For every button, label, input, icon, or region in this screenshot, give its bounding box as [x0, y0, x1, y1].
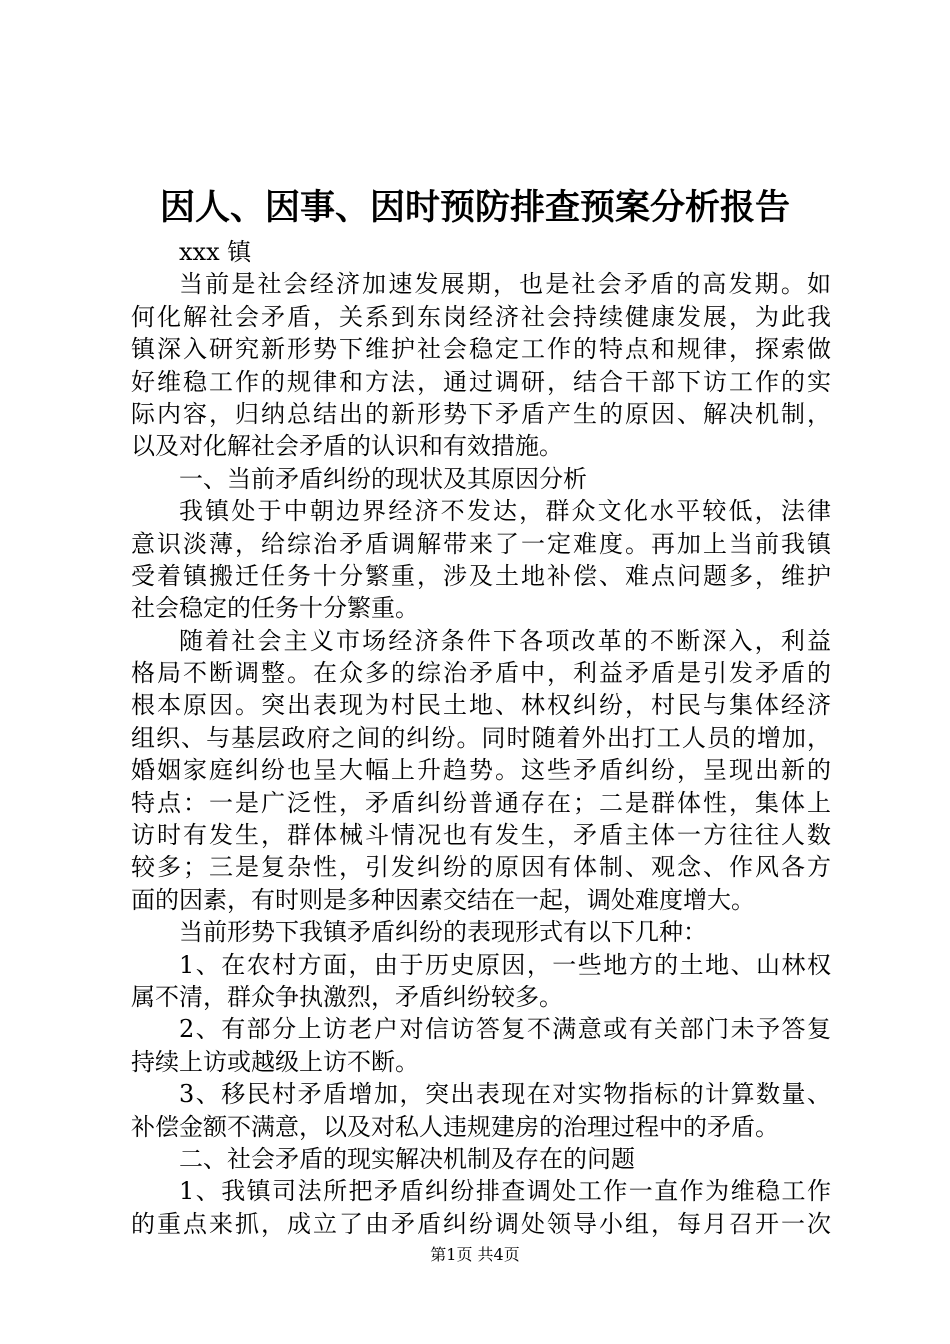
text-line: 好维稳工作的规律和方法，通过调研，结合干部下访工作的实 — [131, 367, 831, 396]
text-line: 的重点来抓，成立了由矛盾纠纷调处领导小组，每月召开一次 — [131, 1209, 831, 1238]
text-line: 1、在农村方面，由于历史原因，一些地方的土地、山林权 — [179, 950, 831, 979]
text-line: 一、当前矛盾纠纷的现状及其原因分析 — [179, 464, 587, 493]
text-line: 社会稳定的任务十分繁重。 — [131, 594, 419, 623]
text-line: 意识淡薄，给综治矛盾调解带来了一定难度。再加上当前我镇 — [131, 529, 831, 558]
text-line: 随着社会主义市场经济条件下各项改革的不断深入，利益 — [179, 626, 831, 655]
text-line: 际内容，归纳总结出的新形势下矛盾产生的原因、解决机制， — [131, 399, 831, 428]
text-line: 特点：一是广泛性，矛盾纠纷普通存在；二是群体性，集体上 — [131, 788, 831, 817]
text-line: 当前形势下我镇矛盾纠纷的表现形式有以下几种： — [179, 918, 707, 947]
text-line: 根本原因。突出表现为村民土地、林权纠纷，村民与集体经济 — [131, 691, 831, 720]
text-line: 当前是社会经济加速发展期，也是社会矛盾的高发期。如 — [179, 270, 831, 299]
text-line: 属不清，群众争执激烈，矛盾纠纷较多。 — [131, 982, 563, 1011]
text-line: 持续上访或越级上访不断。 — [131, 1047, 419, 1076]
text-line: 面的因素，有时则是多种因素交结在一起，调处难度增大。 — [131, 885, 755, 914]
text-line: 2、有部分上访老户对信访答复不满意或有关部门未予答复 — [179, 1015, 831, 1044]
page-footer: 第1页 共4页 — [430, 1245, 520, 1264]
text-line: 1、我镇司法所把矛盾纠纷排查调处工作一直作为维稳工作 — [179, 1177, 831, 1206]
text-line: 镇深入研究新形势下维护社会稳定工作的特点和规律，探索做 — [131, 335, 831, 364]
text-line: 我镇处于中朝边界经济不发达，群众文化水平较低，法律 — [179, 497, 831, 526]
text-line: 何化解社会矛盾，关系到东岗经济社会持续健康发展，为此我 — [131, 302, 831, 331]
text-line: 婚姻家庭纠纷也呈大幅上升趋势。这些矛盾纠纷，呈现出新的 — [131, 756, 831, 785]
text-line: 受着镇搬迁任务十分繁重，涉及土地补偿、难点问题多，维护 — [131, 561, 831, 590]
text-line: 格局不断调整。在众多的综治矛盾中，利益矛盾是引发矛盾的 — [131, 659, 831, 688]
text-line: 补偿金额不满意，以及对私人违规建房的治理过程中的矛盾。 — [131, 1112, 779, 1141]
text-line: 访时有发生，群体械斗情况也有发生，矛盾主体一方往往人数 — [131, 821, 831, 850]
document-title: 因人、因事、因时预防排查预案分析报告 — [159, 187, 790, 228]
text-line: 较多；三是复杂性，引发纠纷的原因有体制、观念、作风各方 — [131, 853, 831, 882]
document-body — [131, 236, 831, 1240]
text-line: 以及对化解社会矛盾的认识和有效措施。 — [131, 432, 563, 461]
text-line: xxx 镇 — [179, 238, 252, 266]
text-line: 组织、与基层政府之间的纠纷。同时随着外出打工人员的增加， — [131, 723, 831, 752]
text-line: 二、社会矛盾的现实解决机制及存在的问题 — [179, 1144, 635, 1173]
text-line: 3、移民村矛盾增加，突出表现在对实物指标的计算数量、 — [179, 1080, 831, 1109]
